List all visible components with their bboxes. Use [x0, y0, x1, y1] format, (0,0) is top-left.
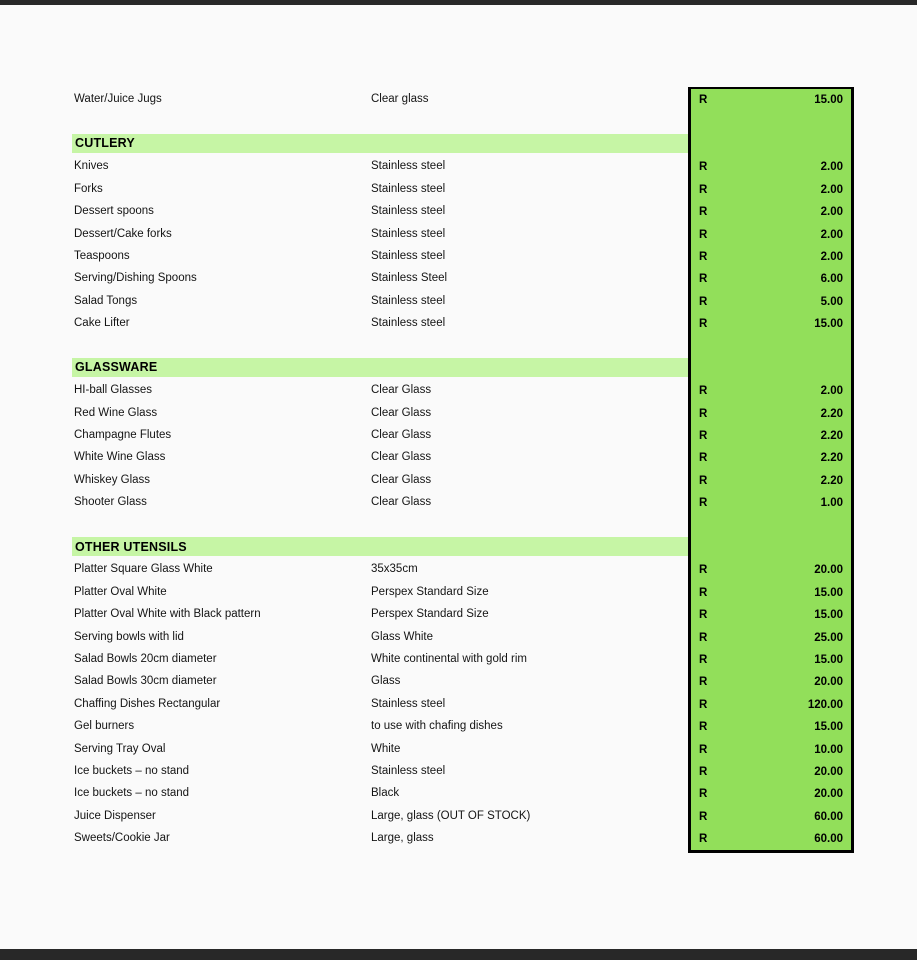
- item-row: [0, 424, 688, 446]
- item-row: [0, 603, 688, 625]
- item-description: Perspex Standard Size: [371, 608, 489, 621]
- price-cell: [691, 313, 851, 335]
- price-cell: [691, 447, 851, 469]
- price-cell: [691, 806, 851, 828]
- price-cell: [691, 246, 851, 268]
- price-value: 2.00: [820, 250, 843, 263]
- price-value: 20.00: [814, 564, 843, 577]
- section-header-band: [72, 358, 688, 377]
- price-value: 2.00: [820, 228, 843, 241]
- section-header-row: [0, 357, 688, 379]
- item-row: [0, 805, 688, 827]
- currency-symbol: R: [699, 94, 708, 107]
- price-cell: [691, 380, 851, 402]
- item-name: Shooter Glass: [74, 496, 147, 509]
- item-name: Juice Dispenser: [74, 809, 156, 822]
- price-value: 15.00: [814, 318, 843, 331]
- currency-symbol: R: [699, 183, 708, 196]
- item-description: Stainless steel: [371, 227, 446, 240]
- currency-symbol: R: [699, 206, 708, 219]
- item-row: [0, 827, 688, 849]
- item-name: Salad Bowls 30cm diameter: [74, 675, 217, 688]
- price-value: 10.00: [814, 743, 843, 756]
- item-description: Glass White: [371, 630, 433, 643]
- item-name: Red Wine Glass: [74, 406, 158, 419]
- item-description: Large, glass: [371, 832, 434, 845]
- item-name: White Wine Glass: [74, 451, 166, 464]
- price-value: 6.00: [820, 273, 843, 286]
- item-row: [0, 782, 688, 804]
- item-row: [0, 245, 688, 267]
- item-name: Champagne Flutes: [74, 429, 172, 442]
- price-cell-empty: [691, 111, 851, 133]
- currency-symbol: R: [699, 318, 708, 331]
- currency-symbol: R: [699, 452, 708, 465]
- spacer-row: [0, 110, 688, 132]
- price-cell-empty: [691, 335, 851, 357]
- item-name: Platter Oval White with Black pattern: [74, 608, 261, 621]
- item-description: Clear Glass: [371, 429, 432, 442]
- section-header-row: [0, 133, 688, 155]
- section-header-label: OTHER UTENSILS: [75, 539, 187, 554]
- currency-symbol: R: [699, 653, 708, 666]
- price-cell: [691, 582, 851, 604]
- item-description: Stainless steel: [371, 697, 446, 710]
- currency-symbol: R: [699, 474, 708, 487]
- spacer-row: [0, 513, 688, 535]
- item-name: Ice buckets – no stand: [74, 787, 190, 800]
- item-row: [0, 581, 688, 603]
- item-name: Cake Lifter: [74, 317, 130, 330]
- currency-symbol: R: [699, 385, 708, 398]
- price-cell: [691, 761, 851, 783]
- currency-symbol: R: [699, 430, 708, 443]
- item-name: Chaffing Dishes Rectangular: [74, 697, 221, 710]
- item-name: Teaspoons: [74, 249, 130, 262]
- section-header-label: CUTLERY: [75, 136, 135, 151]
- price-value: 2.00: [820, 183, 843, 196]
- item-row: [0, 290, 688, 312]
- currency-symbol: R: [699, 295, 708, 308]
- item-rows-container: [0, 88, 688, 849]
- price-value: 2.20: [820, 430, 843, 443]
- item-description: to use with chafing dishes: [371, 720, 503, 733]
- currency-symbol: R: [699, 833, 708, 846]
- item-row: [0, 312, 688, 334]
- price-value: 60.00: [814, 833, 843, 846]
- currency-symbol: R: [699, 631, 708, 644]
- price-value: 2.00: [820, 161, 843, 174]
- item-description: Glass: [371, 675, 401, 688]
- item-name: Serving/Dishing Spoons: [74, 272, 197, 285]
- item-description: Stainless steel: [371, 182, 446, 195]
- item-name: Salad Bowls 20cm diameter: [74, 652, 217, 665]
- item-row: [0, 625, 688, 647]
- price-cell: [691, 179, 851, 201]
- price-value: 15.00: [814, 721, 843, 734]
- currency-symbol: R: [699, 407, 708, 420]
- price-value: 2.00: [820, 206, 843, 219]
- item-name: Platter Square Glass White: [74, 563, 213, 576]
- price-value: 15.00: [814, 586, 843, 599]
- price-cell: [691, 201, 851, 223]
- item-row: [0, 737, 688, 759]
- item-row: [0, 267, 688, 289]
- currency-symbol: R: [699, 721, 708, 734]
- section-header-row: [0, 536, 688, 558]
- price-value: 1.00: [820, 497, 843, 510]
- item-description: 35x35cm: [371, 563, 418, 576]
- item-row: [0, 446, 688, 468]
- item-description: White continental with gold rim: [371, 652, 527, 665]
- currency-symbol: R: [699, 497, 708, 510]
- item-description: Large, glass (OUT OF STOCK): [371, 809, 531, 822]
- item-row: [0, 648, 688, 670]
- item-description: Stainless steel: [371, 294, 446, 307]
- price-cell: [691, 559, 851, 581]
- currency-symbol: R: [699, 250, 708, 263]
- item-row: [0, 155, 688, 177]
- item-row: [0, 222, 688, 244]
- item-description: Stainless Steel: [371, 272, 448, 285]
- item-description: Clear Glass: [371, 406, 432, 419]
- item-name: Platter Oval White: [74, 585, 167, 598]
- item-row: [0, 200, 688, 222]
- item-description: Stainless steel: [371, 317, 446, 330]
- item-row: [0, 379, 688, 401]
- item-row: [0, 88, 688, 110]
- item-row: [0, 715, 688, 737]
- item-description: Clear Glass: [371, 451, 432, 464]
- price-value: 25.00: [814, 631, 843, 644]
- price-cell-empty: [691, 537, 851, 559]
- price-cell: [691, 649, 851, 671]
- price-value: 2.20: [820, 452, 843, 465]
- item-description: Perspex Standard Size: [371, 585, 489, 598]
- item-row: [0, 469, 688, 491]
- currency-symbol: R: [699, 161, 708, 174]
- item-description: Stainless steel: [371, 160, 446, 173]
- price-column: [688, 87, 854, 853]
- currency-symbol: R: [699, 609, 708, 622]
- item-description: Clear Glass: [371, 496, 432, 509]
- item-name: Sweets/Cookie Jar: [74, 832, 170, 845]
- price-cell: [691, 626, 851, 648]
- price-value: 2.20: [820, 474, 843, 487]
- price-value: 2.20: [820, 407, 843, 420]
- currency-symbol: R: [699, 564, 708, 577]
- item-name: Gel burners: [74, 720, 135, 733]
- price-cell: [691, 738, 851, 760]
- item-row: [0, 178, 688, 200]
- item-name: Dessert spoons: [74, 205, 154, 218]
- price-value: 60.00: [814, 810, 843, 823]
- price-cell-empty: [691, 358, 851, 380]
- item-row: [0, 491, 688, 513]
- item-name: Serving bowls with lid: [74, 630, 184, 643]
- item-name: Water/Juice Jugs: [74, 93, 162, 106]
- price-cell: [691, 694, 851, 716]
- item-row: [0, 401, 688, 423]
- price-cell: [691, 425, 851, 447]
- price-value: 20.00: [814, 676, 843, 689]
- currency-symbol: R: [699, 586, 708, 599]
- item-description: White: [371, 742, 401, 755]
- spacer-row: [0, 334, 688, 356]
- bottom-window-edge: [0, 949, 917, 960]
- item-name: HI-ball Glasses: [74, 384, 152, 397]
- price-cell: [691, 828, 851, 850]
- item-row: [0, 693, 688, 715]
- currency-symbol: R: [699, 698, 708, 711]
- price-cell: [691, 156, 851, 178]
- price-value: 20.00: [814, 788, 843, 801]
- price-cell: [691, 716, 851, 738]
- price-value: 20.00: [814, 765, 843, 778]
- price-cell: [691, 671, 851, 693]
- item-row: [0, 670, 688, 692]
- price-cell: [691, 604, 851, 626]
- currency-symbol: R: [699, 228, 708, 241]
- section-header-band: [72, 134, 688, 153]
- item-name: Serving Tray Oval: [74, 742, 166, 755]
- top-window-edge: [0, 0, 917, 5]
- price-value: 15.00: [814, 653, 843, 666]
- item-description: Stainless steel: [371, 205, 446, 218]
- item-row: [0, 558, 688, 580]
- price-cell-empty: [691, 134, 851, 156]
- item-name: Dessert/Cake forks: [74, 227, 172, 240]
- price-cell-empty: [691, 514, 851, 536]
- item-name: Ice buckets – no stand: [74, 764, 190, 777]
- currency-symbol: R: [699, 676, 708, 689]
- item-name: Salad Tongs: [74, 294, 138, 307]
- currency-symbol: R: [699, 273, 708, 286]
- section-header-label: GLASSWARE: [75, 360, 158, 375]
- currency-symbol: R: [699, 788, 708, 801]
- price-value: 15.00: [814, 94, 843, 107]
- item-name: Forks: [74, 182, 103, 195]
- price-cell: [691, 223, 851, 245]
- price-cell: [691, 268, 851, 290]
- price-cell: [691, 470, 851, 492]
- price-value: 2.00: [820, 385, 843, 398]
- price-cell: [691, 291, 851, 313]
- price-cell: [691, 402, 851, 424]
- price-value: 120.00: [807, 698, 843, 711]
- item-name: Whiskey Glass: [74, 473, 151, 486]
- item-description: Clear Glass: [371, 473, 432, 486]
- currency-symbol: R: [699, 765, 708, 778]
- price-value: 5.00: [820, 295, 843, 308]
- currency-symbol: R: [699, 743, 708, 756]
- price-value: 15.00: [814, 609, 843, 622]
- price-cell: [691, 492, 851, 514]
- item-row: [0, 760, 688, 782]
- item-description: Stainless steel: [371, 249, 446, 262]
- item-description: Black: [371, 787, 400, 800]
- price-cell: [691, 89, 851, 111]
- currency-symbol: R: [699, 810, 708, 823]
- item-description: Clear Glass: [371, 384, 432, 397]
- section-header-band: [72, 537, 688, 556]
- item-description: Stainless steel: [371, 764, 446, 777]
- item-name: Knives: [74, 160, 109, 173]
- price-cell: [691, 783, 851, 805]
- item-description: Clear glass: [371, 93, 429, 106]
